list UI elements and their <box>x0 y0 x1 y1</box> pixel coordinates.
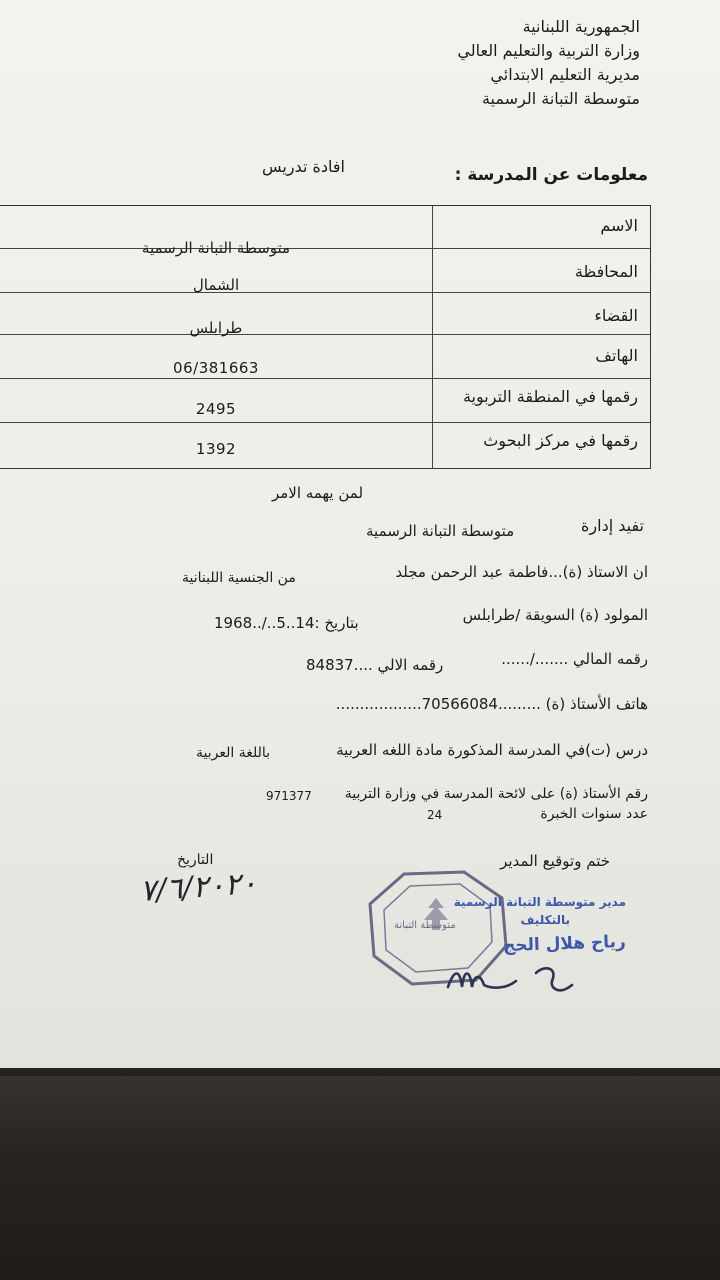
table-row <box>0 206 650 257</box>
row-value: متوسطة التبانة الرسمية <box>141 239 291 257</box>
admin-label: تفيد إدارة <box>581 516 644 535</box>
row-value: 1392 <box>195 440 237 458</box>
row-label: الاسم <box>600 216 638 235</box>
born-place: المولود (ة) السويقة /طرابلس <box>462 606 648 624</box>
row-label: الهاتف <box>595 346 638 365</box>
stamp-sign-label: ختم وتوقيع المدير <box>500 852 610 870</box>
row-label: القضاء <box>594 306 638 325</box>
signature-icon <box>440 955 590 1000</box>
table-row <box>0 334 650 379</box>
director-name: رياح هلال الحج <box>502 931 627 957</box>
financial-number: رقمه المالي ......./...... <box>501 650 648 668</box>
admin-value: متوسطة التبانة الرسمية <box>366 522 515 540</box>
table-row <box>0 378 650 423</box>
row-label: المحافظة <box>574 262 638 281</box>
row-value: الشمال <box>192 276 240 294</box>
header-line-3: مديرية التعليم الابتدائي <box>490 65 640 84</box>
school-info-table <box>0 205 651 469</box>
paper-shadow <box>0 1068 720 1076</box>
row-label: رقمها في المنطقة التربوية <box>462 387 638 406</box>
desk-surface <box>0 1068 720 1280</box>
director-title: مدير متوسطة التبانة الرسمية <box>453 895 626 909</box>
section-title: معلومات عن المدرسة : <box>454 165 648 185</box>
stamp-text: متوسطة التبانة <box>394 920 456 931</box>
born-date: بتاريخ :14..5../..1968 <box>214 614 359 632</box>
handwritten-date: ٧/٦/٢٠٢٠ <box>138 865 258 910</box>
table-row <box>0 422 650 468</box>
teaching-language: باللغة العربية <box>196 745 271 761</box>
table-row <box>0 248 650 293</box>
taught-subject: درس (ت)في المدرسة المذكورة مادة اللغه العربية <box>336 741 648 759</box>
nationality: من الجنسية اللبنانية <box>182 570 296 586</box>
auto-number: رقمه الالي ....84837 <box>306 656 444 674</box>
list-number-label: رقم الأستاذ (ة) على لائحة المدرسة في وزارة التربية <box>344 786 648 802</box>
document-title: افادة تدريس <box>262 157 345 176</box>
header-line-2: وزارة التربية والتعليم العالي <box>457 41 640 60</box>
years-value: 24 <box>427 808 443 822</box>
header-line-1: الجمهورية اللبنانية <box>522 17 640 36</box>
row-value: 06/381663 <box>173 359 259 377</box>
row-value: 2495 <box>195 400 237 418</box>
list-number-value: 971377 <box>266 789 312 803</box>
row-value: طرابلس <box>189 319 243 337</box>
teacher-phone: هاتف الأستاذ (ة) .........70566084.................. <box>335 695 648 713</box>
table-row <box>0 292 650 335</box>
to-whom-line: لمن يهمه الامر <box>272 484 364 502</box>
assignment-label: بالتكليف <box>520 913 570 927</box>
header-line-4: متوسطة التبانة الرسمية <box>481 89 640 108</box>
date-label: التاريخ <box>177 852 214 868</box>
years-label: عدد سنوات الخبرة <box>540 806 648 822</box>
row-label: رقمها في مركز البحوث <box>483 431 638 450</box>
teacher-line: ان الاستاذ (ة)...فاطمة عبد الرحمن مجلد <box>395 563 648 581</box>
